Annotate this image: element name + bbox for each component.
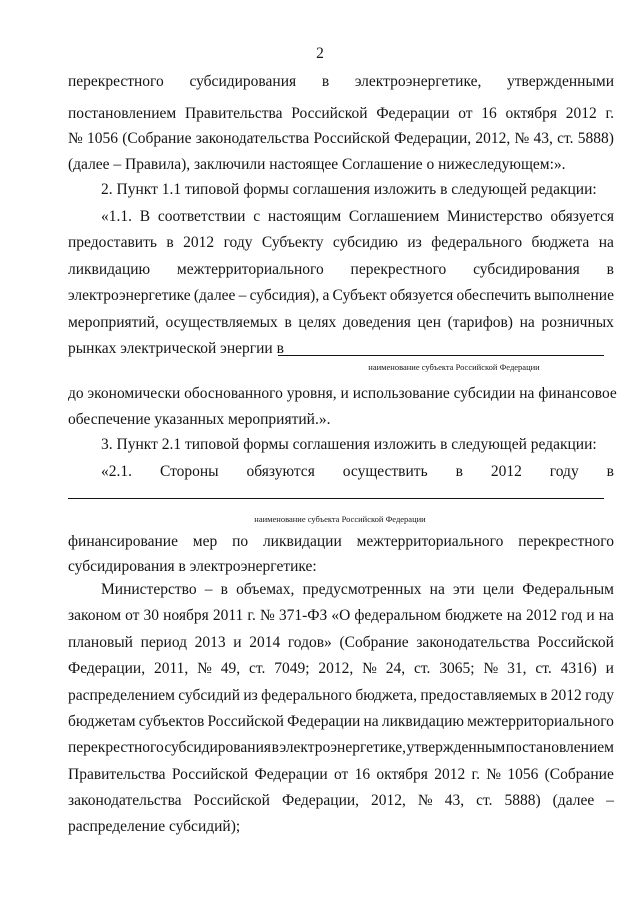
- paragraph-line: обеспечение указанных мероприятий.».: [68, 411, 331, 428]
- paragraph-line: перекрестного субсидирования в электроэнергетике, утвержденными: [68, 73, 614, 90]
- fill-in-blank-line: [68, 498, 604, 499]
- paragraph-line: предоставить в 2012 году Субъекту субсидию из федерального бюджета на: [68, 234, 614, 251]
- paragraph-line: 2. Пункт 1.1 типовой формы соглашения изложить в следующей редакции:: [101, 181, 597, 198]
- paragraph-line: Федерации, 2011, № 49, ст. 7049; 2012, № 24, ст. 3065; № 31, ст. 4316) и: [68, 660, 614, 677]
- paragraph-line: законом от 30 ноября 2011 г. № 371-ФЗ «О федеральном бюджете на 2012 год и на: [68, 607, 614, 624]
- paragraph-line: финансирование мер по ликвидации межтерриториального перекрестного: [68, 533, 614, 550]
- page-number: 2: [316, 45, 324, 62]
- paragraph-line: до экономически обоснованного уровня, и использование субсидии на финансовое: [68, 385, 617, 402]
- paragraph-line: «1.1. В соответствии с настоящим Соглашением Министерство обязуется: [101, 208, 614, 225]
- paragraph-line: распределением субсидий из федерального бюджета, предоставляемых в 2012 году: [68, 687, 614, 704]
- fill-in-blank-line: [278, 355, 604, 356]
- paragraph-line: 3. Пункт 2.1 типовой формы соглашения изложить в следующей редакции:: [101, 436, 597, 453]
- paragraph-line: Правительства Российской Федерации от 16 октября 2012 г. № 1056 (Собрание: [68, 766, 614, 783]
- paragraph-line: мероприятий, осуществляемых в целях доведения цен (тарифов) на розничных: [68, 314, 614, 331]
- paragraph-line: рынках электрической энергии в: [68, 340, 284, 357]
- paragraph-line: ликвидацию межтерриториального перекрестного субсидирования в: [68, 261, 614, 278]
- paragraph-line: электроэнергетике (далее – субсидия), а Субъект обязуется обеспечить выполнение: [68, 287, 614, 304]
- paragraph-line: «2.1. Стороны обязуются осуществить в 2012 году в: [101, 463, 614, 480]
- paragraph-line: постановлением Правительства Российской Федерации от 16 октября 2012 г.: [68, 105, 614, 122]
- paragraph-line: бюджетам субъектов Российской Федерации на ликвидацию межтерриториального: [68, 713, 614, 730]
- paragraph-line: субсидирования в электроэнергетике:: [68, 558, 317, 575]
- paragraph-line: плановый период 2013 и 2014 годов» (Собрание законодательства Российской: [68, 634, 614, 651]
- paragraph-line: распределение субсидий);: [68, 818, 241, 835]
- paragraph-line: законодательства Российской Федерации, 2012, № 43, ст. 5888) (далее –: [68, 792, 614, 809]
- paragraph-line: Министерство – в объемах, предусмотренных на эти цели Федеральным: [101, 581, 614, 598]
- paragraph-line: № 1056 (Собрание законодательства Российской Федерации, 2012, № 43, ст. 5888): [68, 130, 614, 147]
- paragraph-line: перекрестного субсидирования в электроэнергетике, утвержденным постановлением: [68, 739, 614, 756]
- blank-caption: наименование субъекта Российской Федерации: [368, 362, 540, 372]
- blank-caption: наименование субъекта Российской Федерации: [254, 514, 426, 524]
- paragraph-line: (далее – Правила), заключили настоящее Соглашение о нижеследующем:».: [68, 156, 566, 173]
